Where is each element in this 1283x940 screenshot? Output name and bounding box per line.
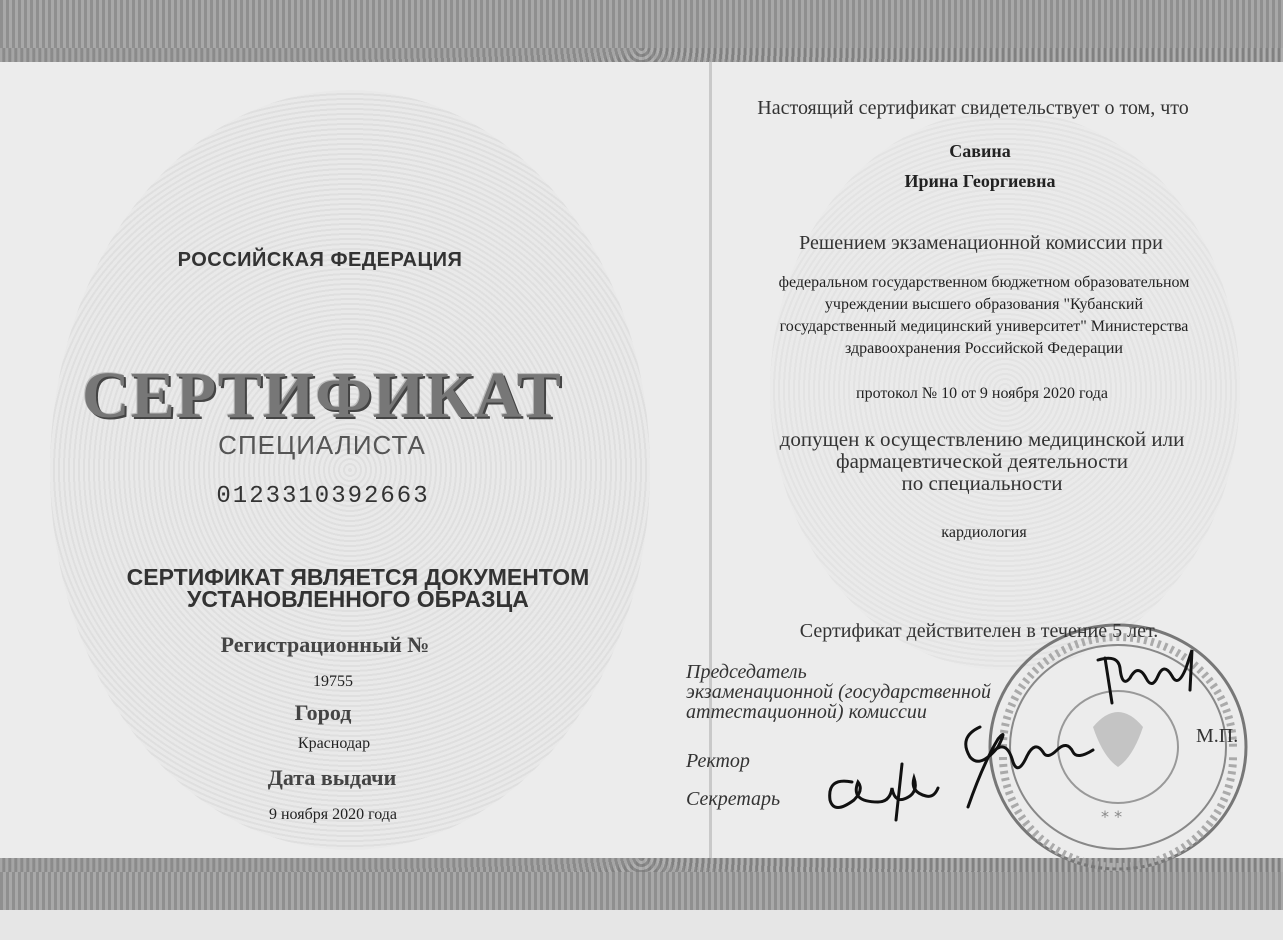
protocol-text: протокол № 10 от 9 ноября 2020 года	[856, 385, 1108, 402]
chairman-signature	[1090, 648, 1220, 710]
svg-text:* *: * *	[1101, 807, 1123, 826]
institution-line: федеральном государственном бюджетном образовательном	[778, 274, 1190, 291]
admission-text	[780, 428, 1185, 494]
institution-name	[779, 272, 1190, 360]
registration-number: 19755	[313, 673, 353, 690]
issue-date-value: 9 ноября 2020 года	[268, 806, 398, 823]
chairman-role-line: экзаменационной (государственной	[686, 681, 991, 703]
country-heading: РОССИЙСКАЯ ФЕДЕРАЦИЯ	[177, 249, 463, 271]
page-fold	[709, 62, 712, 858]
institution-line: государственный медицинский университет" Министерства	[779, 318, 1189, 335]
certificate-subtitle: СПЕЦИАЛИСТА	[218, 430, 426, 460]
certificate-number: 0123310392663	[216, 483, 430, 510]
holder-surname: Савина	[949, 141, 1011, 161]
certificate-title: СЕРТИФИКАТ	[82, 359, 562, 432]
institution-line: здравоохранения Российской Федерации	[845, 340, 1123, 357]
issue-date-label: Дата выдачи	[267, 765, 397, 790]
chairman-role-line: Председатель	[686, 661, 807, 683]
admission-line: по специальности	[901, 471, 1063, 495]
rector-role: Ректор	[686, 750, 750, 772]
document-note-line: УСТАНОВЛЕННОГО ОБРАЗЦА	[187, 586, 529, 612]
seal-place-mark: М.П.	[1196, 725, 1239, 747]
chairman-role	[686, 662, 991, 722]
intro-text: Настоящий сертификат свидетельствует о том, что	[757, 97, 1189, 119]
chairman-role-line: аттестационной) комиссии	[686, 701, 927, 723]
rector-signature	[950, 715, 1100, 810]
decision-text: Решением экзаменационной комиссии при	[799, 232, 1163, 254]
document-note	[127, 566, 590, 610]
validity-text: Сертификат действителен в течение 5 лет.	[799, 620, 1159, 642]
admission-line: допущен к осуществлению медицинской или	[779, 427, 1185, 451]
institution-line: учреждении высшего образования "Кубанский	[824, 296, 1144, 313]
admission-line: фармацевтической деятельности	[835, 449, 1129, 473]
secretary-signature	[822, 752, 942, 822]
document-note-line: СЕРТИФИКАТ ЯВЛЯЕТСЯ ДОКУМЕНТОМ	[126, 564, 590, 590]
secretary-role: Секретарь	[686, 788, 781, 810]
registration-label: Регистрационный №	[220, 632, 430, 657]
top-ornamental-border	[0, 0, 1283, 62]
footer-strip	[0, 910, 1283, 940]
city-label: Город	[294, 700, 352, 725]
holder-given-names: Ирина Георгиевна	[904, 171, 1056, 191]
city-value: Краснодар	[297, 735, 371, 752]
specialty-value: кардиология	[941, 524, 1027, 541]
